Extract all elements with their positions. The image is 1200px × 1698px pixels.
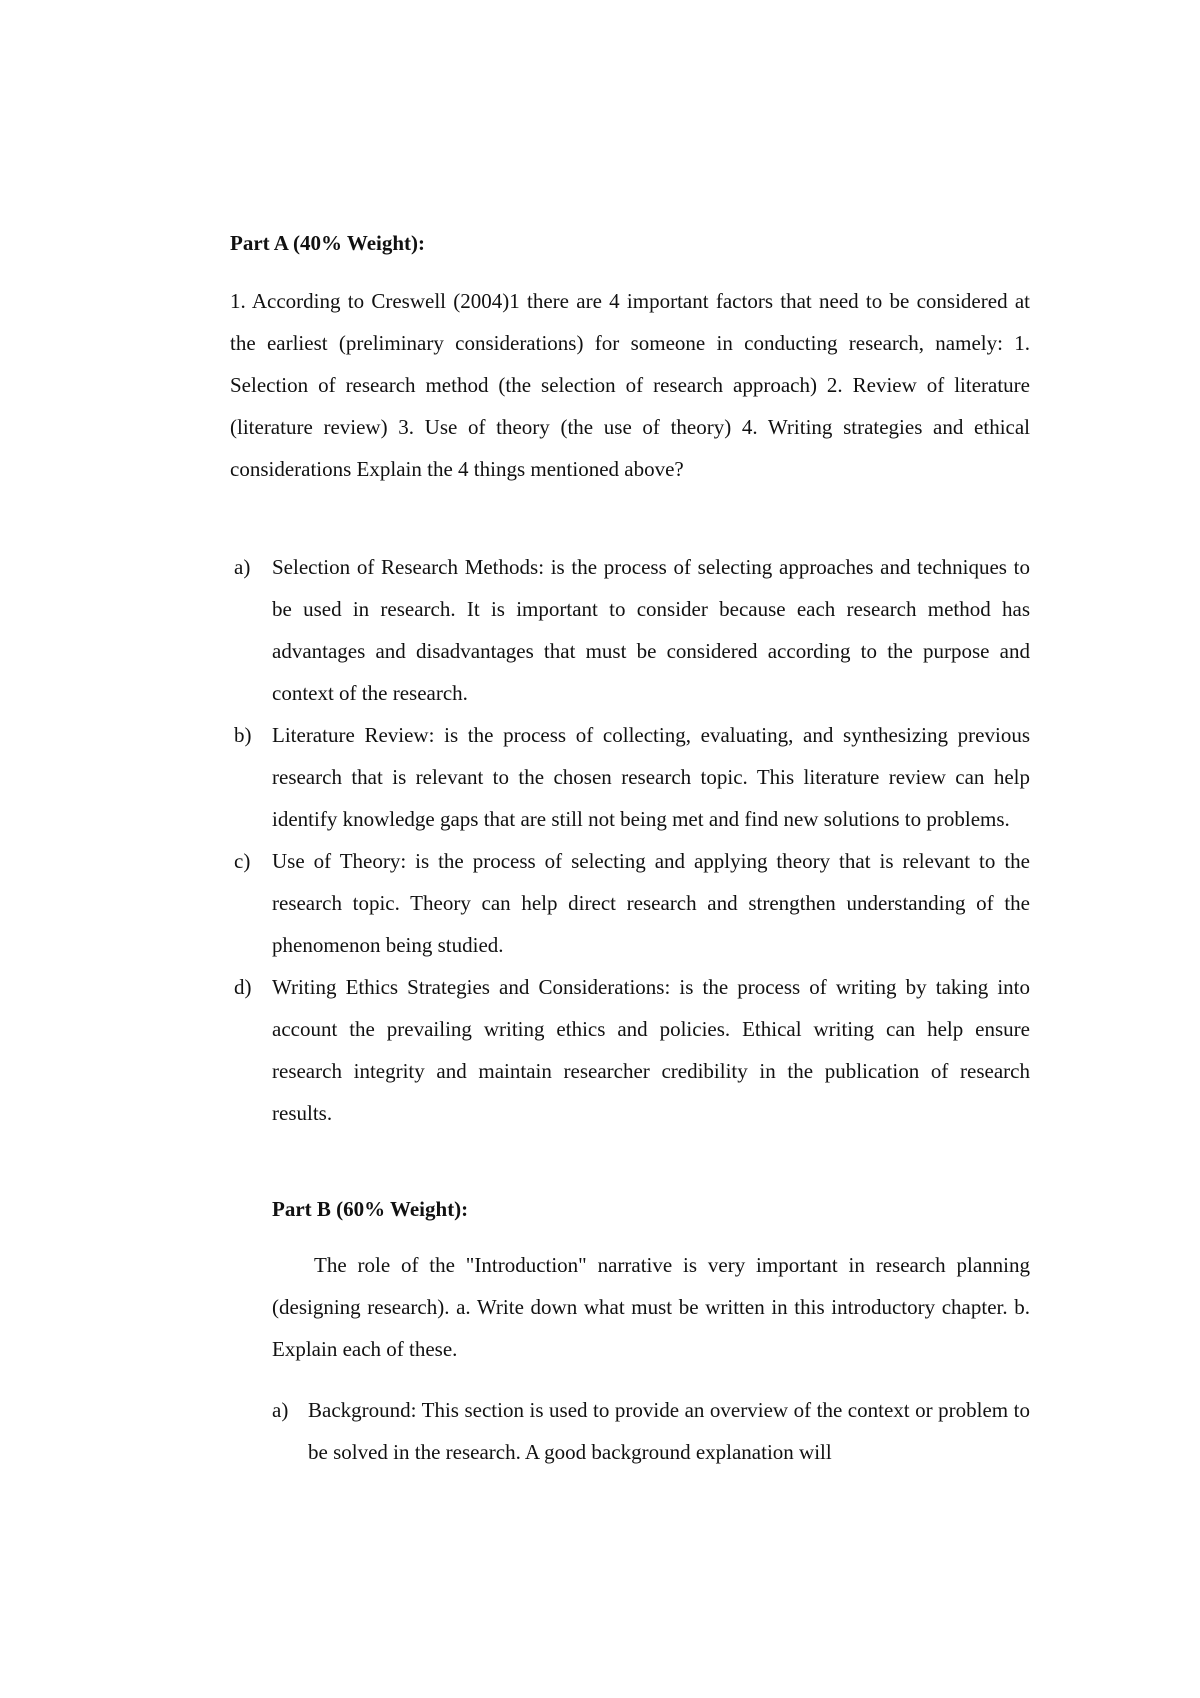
list-item-text: Selection of Research Methods: is the process of selecting approaches and techniques to be used in research. It is important to consider because each research method has advantages and disadvantages that must be considered according to the purpose and context of the research. — [272, 555, 1030, 705]
part-a-answer-list — [230, 546, 1030, 1134]
list-item-text: Literature Review: is the process of collecting, evaluating, and synthesizing previous research that is relevant to the chosen research topic. This literature review can help identify knowledge gaps that are still not being met and find new solutions to problems. — [272, 723, 1030, 831]
list-item — [272, 1389, 1030, 1473]
list-marker: b) — [234, 723, 252, 747]
part-b-answer-list — [272, 1389, 1030, 1473]
list-marker: c) — [234, 849, 251, 873]
part-a-heading: Part A (40% Weight): — [230, 231, 426, 255]
list-item-text: Writing Ethics Strategies and Considerations: is the process of writing by taking into account the prevailing writing ethics and policies. Ethical writing can help ensure research integrity and maintain researcher credibility in the publication of research results. — [272, 975, 1030, 1125]
part-b-question: The role of the "Introduction" narrative is very important in research planning (designing research). a. Write down what must be written in this introductory chapter. b. Explain each of these. — [272, 1253, 1030, 1361]
list-item-text: Background: This section is used to provide an overview of the context or problem to be solved in the research. A good background explanation will — [308, 1398, 1030, 1464]
part-b-heading: Part B (60% Weight): — [272, 1197, 469, 1221]
list-item — [230, 966, 1030, 1134]
list-item — [230, 546, 1030, 714]
list-item-text: Use of Theory: is the process of selecting and applying theory that is relevant to the research topic. Theory can help direct research and strengthen understanding of the phenomenon being studied. — [272, 849, 1030, 957]
part-a-question: 1. According to Creswell (2004)1 there are 4 important factors that need to be considered at the earliest (preliminary considerations) for someone in conducting research, namely: 1. Selection of research method (the selection of research approach) 2. Review of literature (literature review) 3. Use of theory (the use of theory) 4. Writing strategies and ethical considerations Explain the 4 things mentioned above? — [230, 289, 1030, 481]
list-item — [230, 714, 1030, 840]
list-marker: d) — [234, 975, 252, 999]
list-item — [230, 840, 1030, 966]
list-marker: a) — [234, 555, 251, 579]
list-marker: a) — [272, 1398, 289, 1422]
